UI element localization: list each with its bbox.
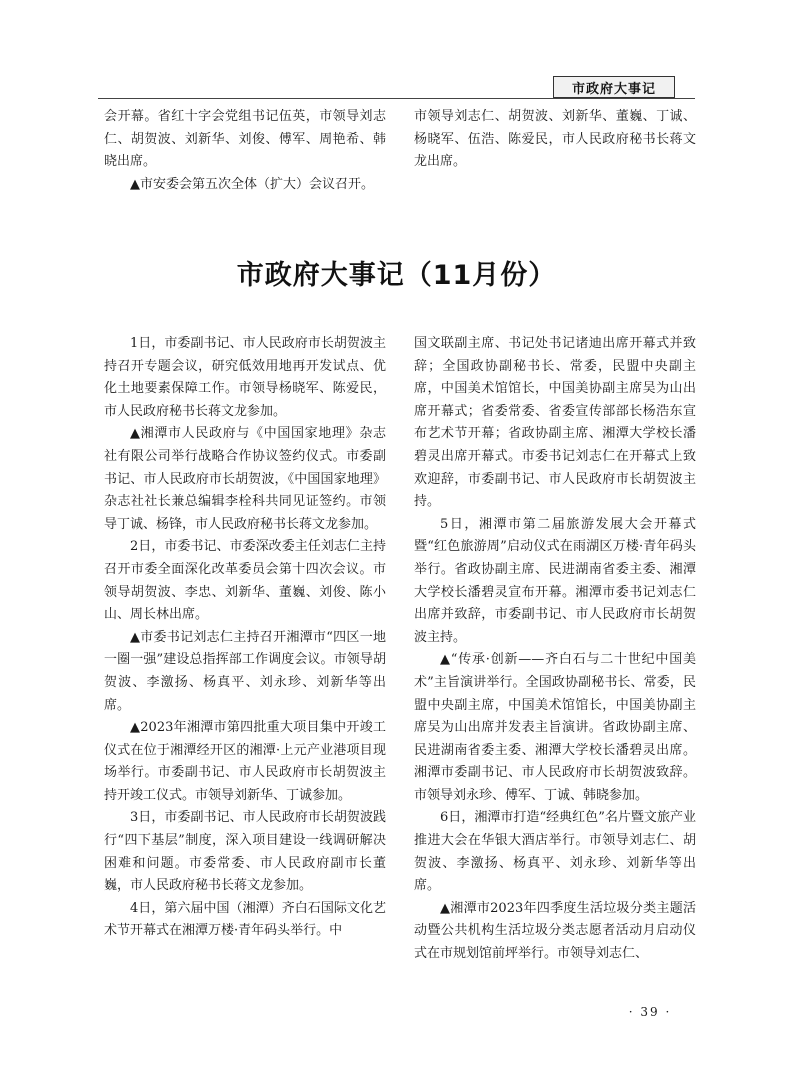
header-divider: [98, 98, 695, 99]
main-right-column: [414, 333, 696, 966]
page-title: 市政府大事记（11月份）: [236, 260, 557, 291]
page-number: · 39 ·: [628, 1005, 672, 1019]
paragraph: 4日，第六届中国（湘潭）齐白石国际文化艺术节开幕式在湘潭万楼·青年码头举行。中: [104, 900, 386, 939]
paragraph: ▲市安委会第五次全体（扩大）会议召开。: [130, 176, 374, 192]
paragraph: ▲2023年湘潭市第四批重大项目集中开竣工仪式在位于湘潭经开区的湘潭·上元产业港项目现场举行。市委副书记、市人民政府市长胡贺波主持开竣工仪式。市领导刘新华、丁诚参加。: [104, 720, 386, 803]
paragraph: 市领导刘志仁、胡贺波、刘新华、董巍、丁诚、杨晓军、伍浩、陈爱民，市人民政府秘书长蒋文龙出席。: [414, 109, 696, 170]
paragraph: 5日，湘潭市第二届旅游发展大会开幕式暨“红色旅游周”启动仪式在雨湖区万楼·青年码头举行。省政协副主席、民进湖南省委主委、湘潭大学校长潘碧灵宣布开幕。湘潭市委书记刘志仁出席并致辞，市委副书记、市人民政府市长胡贺波主持。: [414, 516, 696, 645]
paragraph: ▲湘潭市人民政府与《中国国家地理》杂志社有限公司举行战略合作协议签约仪式。市委副书记、市人民政府市长胡贺波，《中国国家地理》杂志社社长兼总编辑李栓科共同见证签约。市领导丁诚、杨锋，市人民政府秘书长蒋文龙参加。: [104, 426, 386, 532]
paragraph: 2日，市委书记、市委深改委主任刘志仁主持召开市委全面深化改革委员会第十四次会议。市领导胡贺波、李忠、刘新华、董巍、刘俊、陈小山、周长林出席。: [104, 539, 386, 623]
paragraph: 3日，市委副书记、市人民政府市长胡贺波践行“四下基层”制度，深入项目建设一线调研解决困难和问题。市委常委、市人民政府副市长董巍，市人民政府秘书长蒋文龙参加。: [104, 810, 386, 894]
paragraph: ▲“传承·创新——齐白石与二十世纪中国美术”主旨演讲举行。全国政协副秘书长、常委，民盟中央副主席，中国美术馆馆长，中国美协副主席吴为山出席并发表主旨演讲。省政协副主席、民进湖南省委主委、湘潭大学校长潘碧灵出席。湘潭市委副书记、市人民政府市长胡贺波致辞。市领导刘永珍、傅军、丁诚、韩晓参加。: [414, 652, 696, 803]
paragraph: 会开幕。省红十字会党组书记伍英，市领导刘志仁、胡贺波、刘新华、刘俊、傅军、周艳希、韩晓出席。: [104, 109, 386, 170]
paragraph: 6日，湘潭市打造“经典红色”名片暨文旅产业推进大会在华银大酒店举行。市领导刘志仁、胡贺波、李激扬、杨真平、刘永珍、刘新华等出席。: [414, 810, 696, 894]
main-left-column: [104, 333, 386, 943]
paragraph: 1日，市委副书记、市人民政府市长胡贺波主持召开专题会议，研究低效用地再开发试点、优化土地要素保障工作。市领导杨晓军、陈爱民，市人民政府秘书长蒋文龙参加。: [104, 336, 386, 419]
top-right-column: [414, 106, 696, 174]
top-left-column: [104, 106, 386, 196]
section-tag: 市政府大事记: [553, 76, 675, 98]
paragraph: ▲湘潭市2023年四季度生活垃圾分类主题活动暨公共机构生活垃圾分类志愿者活动月启动仪式在市规划馆前坪举行。市领导刘志仁、: [414, 900, 696, 962]
paragraph: ▲市委书记刘志仁主持召开湘潭市“四区一地一圈一强”建设总指挥部工作调度会议。市领导胡贺波、李激扬、杨真平、刘永珍、刘新华等出席。: [104, 629, 386, 713]
paragraph: 国文联副主席、书记处书记诸迪出席开幕式并致辞；全国政协副秘书长、常委，民盟中央副主席，中国美术馆馆长，中国美协副主席吴为山出席开幕式；省委常委、省委宣传部部长杨浩东宣布艺术节开幕；省政协副主席、湘潭大学校长潘碧灵出席开幕式。市委书记刘志仁在开幕式上致欢迎辞，市委副书记、市人民政府市长胡贺波主持。: [414, 336, 696, 510]
